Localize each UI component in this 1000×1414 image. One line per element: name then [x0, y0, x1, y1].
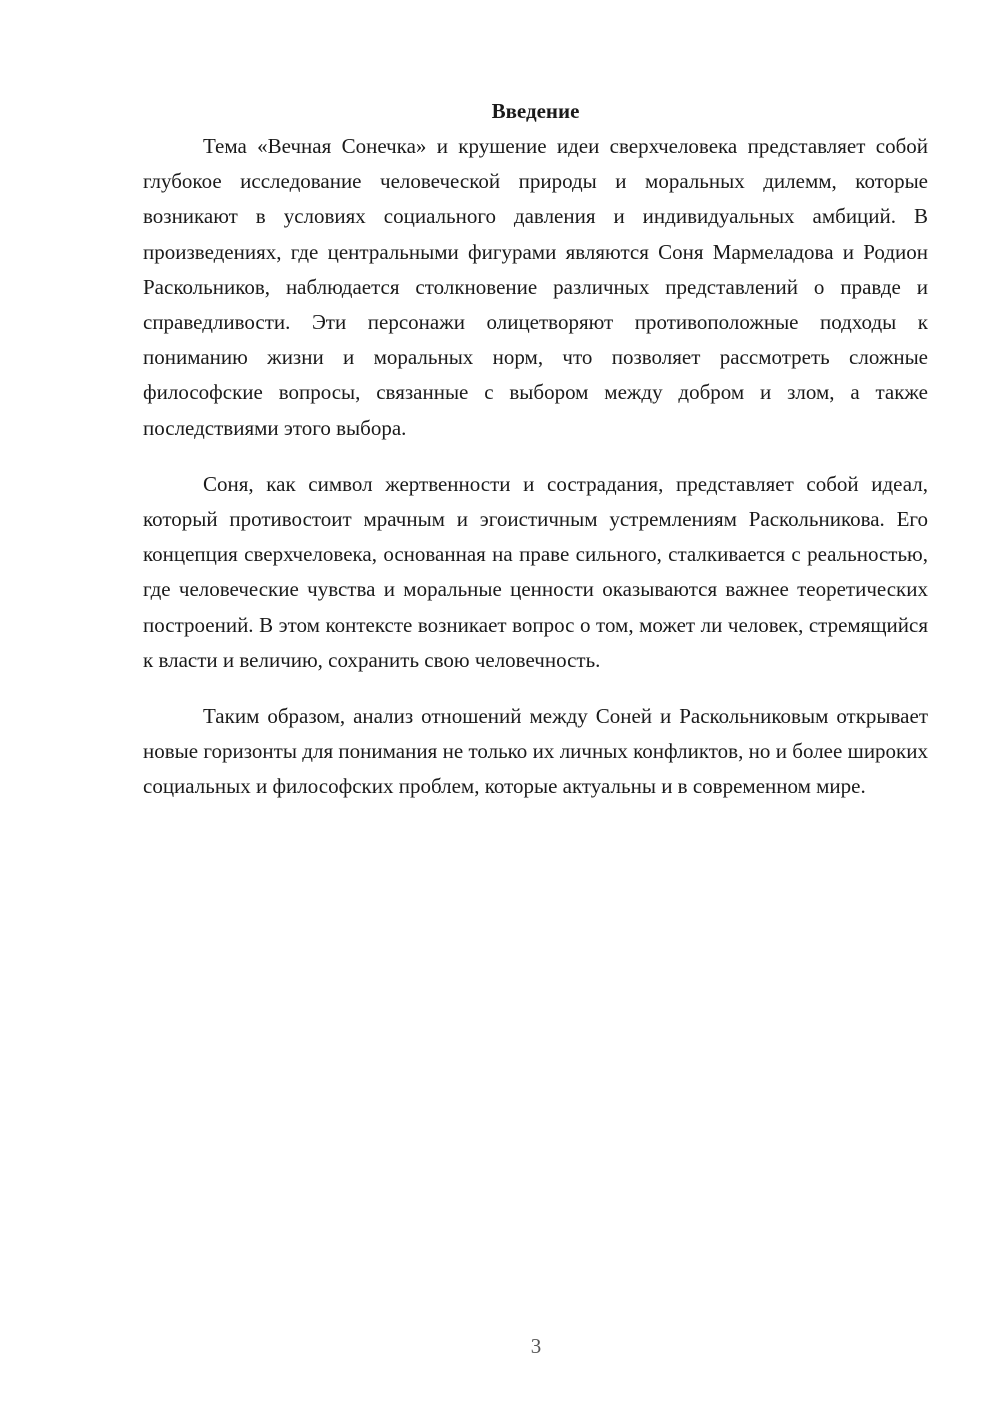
paragraph-2: Соня, как символ жертвенности и сострадания, представляет собой идеал, который противостоит мрачным и эгоистичным устремлениям Раскольникова. Его концепция сверхчеловека, основанная на праве сильного, сталкивается с реальностью, где человеческие чувства и моральные ценности оказываются важнее теоретических построений. В этом контексте возникает вопрос о том, может ли человек, стремящийся к власти и величию, сохранить свою человечность. — [143, 471, 928, 672]
section-heading: Введение — [491, 99, 580, 123]
document-body — [143, 94, 928, 805]
page-number: 3 — [530, 1334, 542, 1358]
paragraph-1: Тема «Вечная Сонечка» и крушение идеи сверхчеловека представляет собой глубокое исследование человеческой природы и моральных дилемм, которые возникают в условиях социального давления и индивидуальных амбиций. В произведениях, где центральными фигурами являются Соня Мармеладова и Родион Раскольников, наблюдается столкновение различных представлений о правде и справедливости. Эти персонажи олицетворяют противоположные подходы к пониманию жизни и моральных норм, что позволяет рассмотреть сложные философские вопросы, связанные с выбором между добром и злом, а также последствиями этого выбора. — [143, 134, 928, 440]
paragraph-3: Таким образом, анализ отношений между Соней и Раскольниковым открывает новые горизонты для понимания не только их личных конфликтов, но и более широких социальных и философских проблем, которые актуальны и в современном мире. — [143, 704, 928, 799]
